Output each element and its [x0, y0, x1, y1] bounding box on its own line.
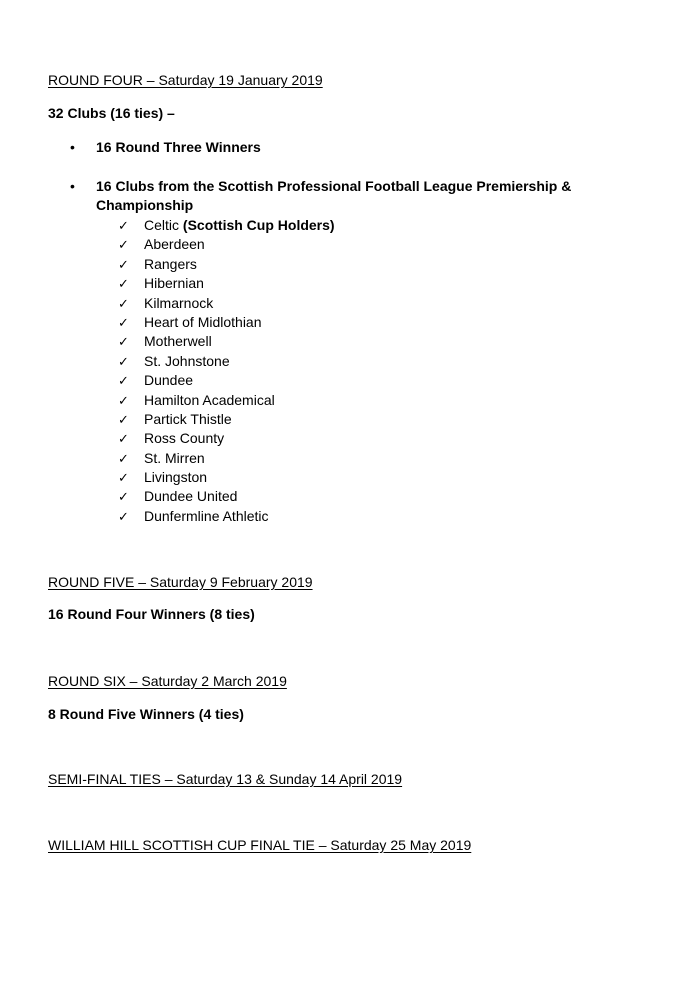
- checkmark-icon: ✓: [118, 295, 129, 311]
- club-name: St. Johnstone: [144, 352, 230, 369]
- bullet-icon: •: [70, 178, 75, 194]
- club-checklist: [118, 216, 335, 526]
- club-name: Dundee United: [144, 488, 238, 505]
- list-item: [118, 468, 335, 487]
- list-item: [118, 507, 335, 526]
- round-five-summary: 16 Round Four Winners (8 ties): [48, 606, 255, 622]
- club-name: Hamilton Academical: [144, 391, 275, 408]
- semi-final-heading: SEMI-FINAL TIES – Saturday 13 & Sunday 14 April 2019: [48, 771, 403, 787]
- list-item: [118, 391, 335, 410]
- club-name: St. Mirren: [144, 449, 205, 466]
- club-name: Kilmarnock: [144, 294, 214, 311]
- checkmark-icon: ✓: [118, 353, 129, 369]
- club-name: Heart of Midlothian: [144, 313, 262, 330]
- club-name: Ross County: [144, 430, 225, 447]
- list-item: [118, 332, 335, 351]
- checkmark-icon: ✓: [118, 314, 129, 330]
- list-item: [118, 352, 335, 371]
- club-name: Partick Thistle: [144, 410, 232, 427]
- holders-note: (Scottish Cup Holders): [182, 217, 335, 233]
- checkmark-icon: ✓: [118, 237, 129, 253]
- club-name: Aberdeen: [144, 236, 205, 253]
- club-name: Dunfermline Athletic: [144, 507, 269, 524]
- checkmark-icon: ✓: [118, 470, 129, 486]
- checkmark-icon: ✓: [118, 256, 129, 272]
- list-item: [118, 294, 335, 313]
- checkmark-icon: ✓: [118, 392, 129, 408]
- club-name: Hibernian: [144, 275, 204, 292]
- list-item: [118, 235, 335, 254]
- list-item: [118, 429, 335, 448]
- list-item: [118, 449, 335, 468]
- round-four-summary: 32 Clubs (16 ties) –: [48, 105, 175, 121]
- round-six-heading: ROUND SIX – Saturday 2 March 2019: [48, 673, 287, 689]
- round-six-summary: 8 Round Five Winners (4 ties): [48, 706, 244, 722]
- final-heading: WILLIAM HILL SCOTTISH CUP FINAL TIE – Saturday 25 May 2019: [48, 837, 472, 853]
- checkmark-icon: ✓: [118, 276, 129, 292]
- checkmark-icon: ✓: [118, 411, 129, 427]
- round-four-heading: ROUND FOUR – Saturday 19 January 2019: [48, 72, 323, 88]
- round-five-heading: ROUND FIVE – Saturday 9 February 2019: [48, 574, 313, 590]
- list-item: [118, 313, 335, 332]
- checkmark-icon: ✓: [118, 450, 129, 466]
- club-name: Dundee: [144, 372, 194, 389]
- club-name: Rangers: [144, 255, 197, 272]
- bullet-text: 16 Clubs from the Scottish Professional Football League Premiership & Championship: [96, 178, 572, 213]
- bullet-icon: •: [70, 139, 75, 155]
- checkmark-icon: ✓: [118, 431, 129, 447]
- checkmark-icon: ✓: [118, 489, 129, 505]
- list-item: [118, 216, 335, 235]
- checkmark-icon: ✓: [118, 218, 129, 233]
- bullet-spfl-clubs: [70, 177, 630, 215]
- bullet-round-three-winners: [70, 138, 630, 157]
- club-name: Livingston: [144, 469, 208, 486]
- club-name: Celtic: [144, 217, 180, 233]
- checkmark-icon: ✓: [118, 508, 129, 524]
- checkmark-icon: ✓: [118, 373, 129, 389]
- list-item: [118, 255, 335, 274]
- club-name: Motherwell: [144, 333, 212, 350]
- list-item: [118, 410, 335, 429]
- list-item: [118, 371, 335, 390]
- bullet-text: 16 Round Three Winners: [96, 139, 261, 155]
- checkmark-icon: ✓: [118, 334, 129, 350]
- list-item: [118, 274, 335, 293]
- list-item: [118, 487, 335, 506]
